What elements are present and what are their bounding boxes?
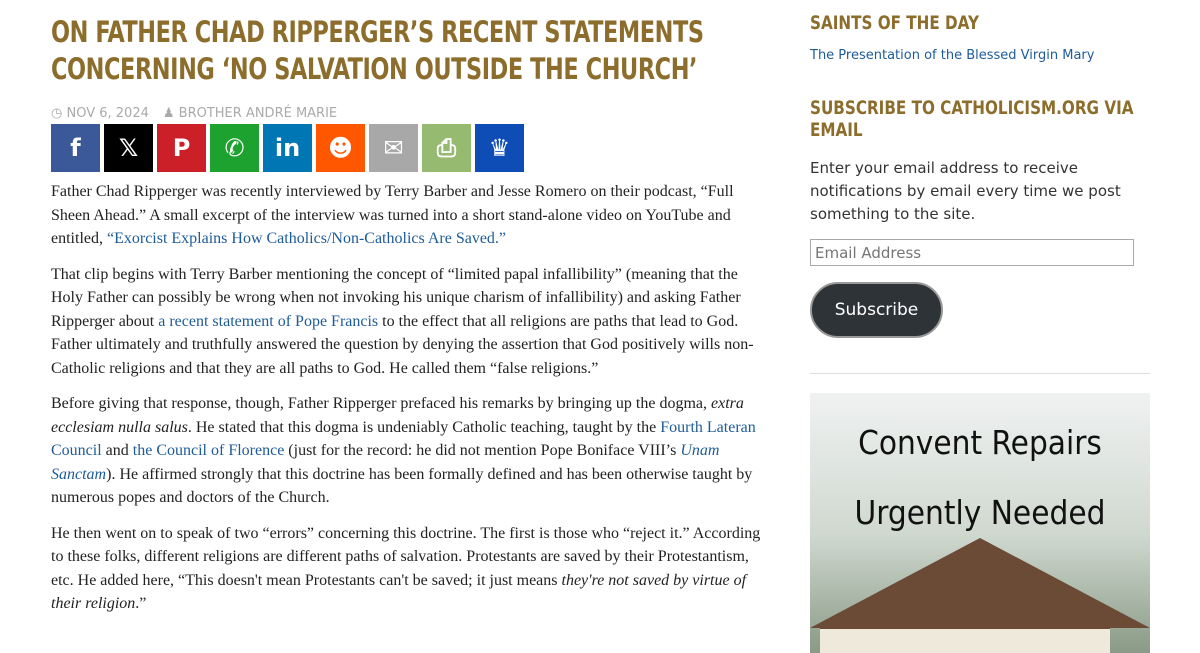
sidebar xyxy=(810,12,1150,653)
unam-sanctam-link[interactable]: Unam Sanctam xyxy=(51,442,720,483)
share-x-button[interactable] xyxy=(104,124,153,172)
share-email-button[interactable] xyxy=(369,124,418,172)
share-facebook-button[interactable] xyxy=(51,124,100,172)
email-input[interactable] xyxy=(810,239,1134,266)
saint-link[interactable]: The Presentation of the Blessed Virgin Mary xyxy=(810,48,1095,63)
chapel-wall xyxy=(820,623,1110,653)
florence-link[interactable]: the Council of Florence xyxy=(132,442,285,459)
share-pinterest-button[interactable] xyxy=(157,124,206,172)
sumome-icon: ♛ xyxy=(488,134,511,162)
whatsapp-icon: ✆ xyxy=(224,134,245,162)
convent-repairs-ad[interactable] xyxy=(810,393,1150,653)
linkedin-icon: in xyxy=(274,134,301,162)
article-title: ON FATHER CHAD RIPPERGER’S RECENT STATEMENTS CONCERNING ‘NO SALVATION OUTSIDE THE CHURCH’ xyxy=(51,15,704,86)
ad-line-2: Urgently Needed xyxy=(854,493,1106,532)
email-icon: ✉ xyxy=(383,134,404,162)
subscribe-description: Enter your email address to receive notifications by email every time we post something to the site. xyxy=(810,159,1121,223)
share-reddit-button[interactable] xyxy=(316,124,365,172)
share-linkedin-button[interactable] xyxy=(263,124,312,172)
paragraph: He then went on to speak of two “errors” concerning this doctrine. The first is those who “reject it.” According to these folks, different religions are different paths of salvation. Protestants are saved by their Protestantism, etc. He added here, “This doesn't mean Protestants can't be saved; it just means they're not saved by virtue of their religion.” xyxy=(51,524,761,612)
ad-line-1: Convent Repairs xyxy=(858,423,1102,462)
article xyxy=(51,14,773,616)
lateran-link[interactable]: Fourth Lateran Council xyxy=(51,418,756,459)
subscribe-heading: SUBSCRIBE TO CATHOLICISM.ORG VIA EMAIL xyxy=(810,97,1134,141)
chapel-roof xyxy=(810,538,1150,628)
post-author[interactable]: ♟ BROTHER ANDRÉ MARIE xyxy=(162,106,338,121)
paragraph: Before giving that response, though, Father Ripperger prefaced his remarks by bringing up the dogma, extra ecclesiam nulla salus. He stated that this dogma is undeniably Catholic teaching, taught by the Fourth Lateran Council and the Council of Florence (just for the record: he did not mention Pope Boniface VIII’s Unam Sanctam). He affirmed strongly that this doctrine has been formally defined and has been otherwise taught by numerous popes and doctors of the Church. xyxy=(51,395,756,506)
article-body xyxy=(51,180,773,616)
share-sumome-button[interactable] xyxy=(475,124,524,172)
saints-heading: SAINTS OF THE DAY xyxy=(810,12,979,34)
paragraph: That clip begins with Terry Barber mentioning the concept of “limited papal infallibility” (meaning that the Holy Father can possibly be wrong when not invoking his unique charism of infallibility) and asking Father Ripperger about a recent statement of Pope Francis to the effect that all religions are paths that lead to God. Father ultimately and truthfully answered the question by denying the assertion that God positively wills non-Catholic religions and that they are all paths to God. He called them “false religions.” xyxy=(51,265,754,377)
share-print-button[interactable] xyxy=(422,124,471,172)
share-whatsapp-button[interactable] xyxy=(210,124,259,172)
print-icon: ⎙ xyxy=(436,134,457,162)
facebook-icon: f xyxy=(70,134,81,162)
paragraph: Father Chad Ripperger was recently interviewed by Terry Barber and Jesse Romero on their podcast, “Full Sheen Ahead.” A small excerpt of the interview was turned into a short stand-alone video on YouTube and entitled, “Exorcist Explains How Catholics/Non-Catholics Are Saved.” xyxy=(51,183,734,247)
divider xyxy=(810,373,1150,374)
video-link[interactable]: “Exorcist Explains How Catholics/Non-Catholics Are Saved.” xyxy=(106,230,507,247)
article-meta xyxy=(51,106,773,121)
post-date: ◷ NOV 6, 2024 xyxy=(51,106,149,121)
user-icon: ♟ xyxy=(162,106,179,121)
reddit-icon: ☻ xyxy=(327,134,354,162)
subscribe-button[interactable]: Subscribe xyxy=(810,282,943,338)
pinterest-icon: P xyxy=(172,134,191,162)
share-bar xyxy=(51,124,773,172)
pope-statement-link[interactable]: a recent statement of Pope Francis xyxy=(158,312,379,330)
clock-icon: ◷ xyxy=(51,106,67,121)
x-icon: 𝕏 xyxy=(118,134,139,162)
